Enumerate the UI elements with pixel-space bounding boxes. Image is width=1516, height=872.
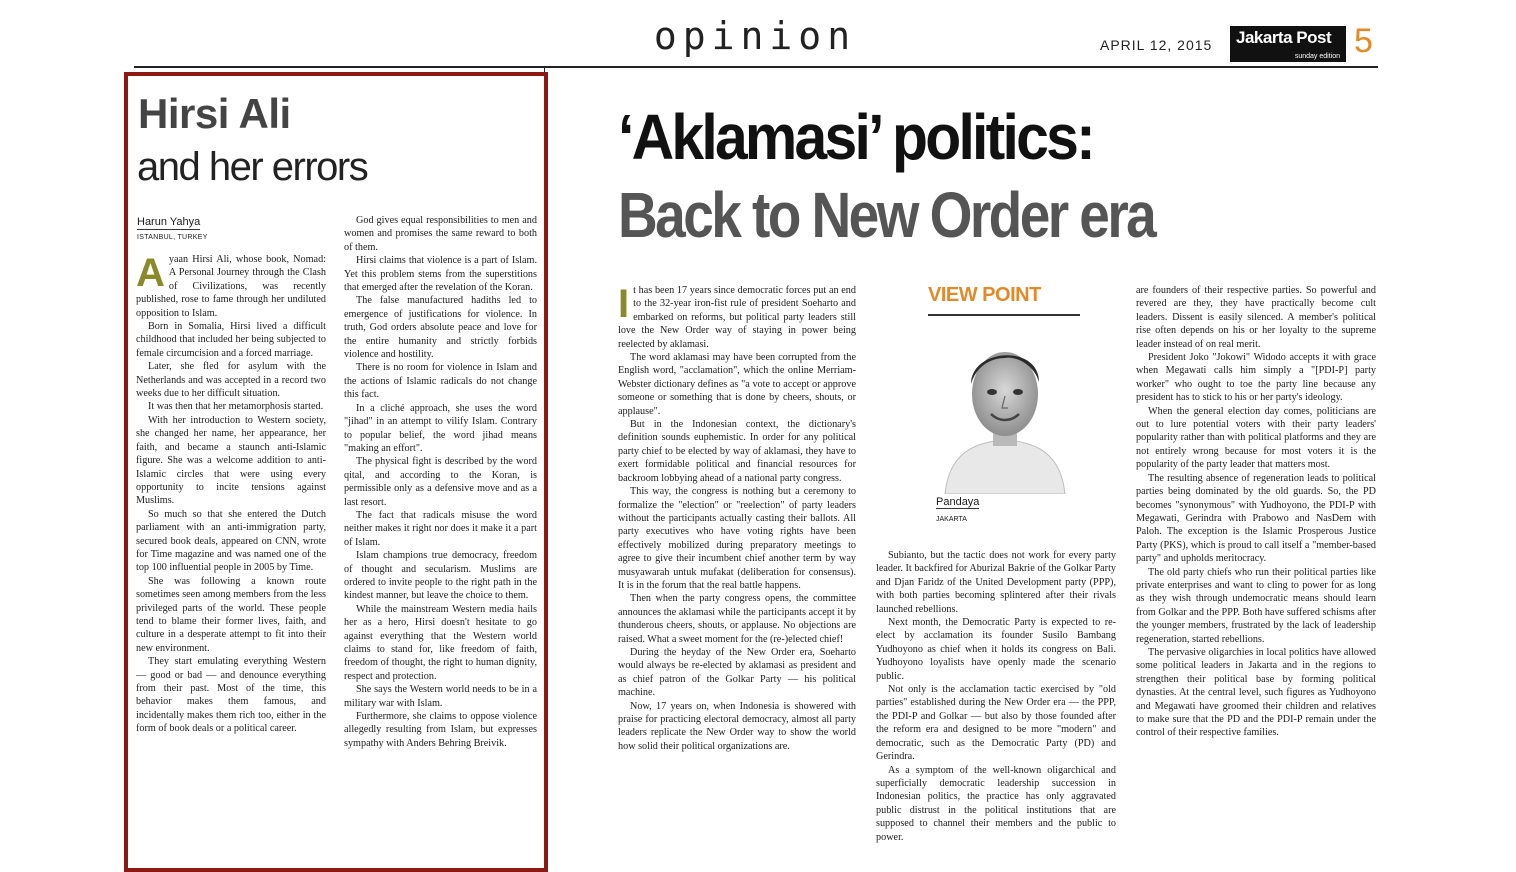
viewpoint-author: Pandaya xyxy=(936,496,980,508)
paragraph: This way, the congress is nothing but a ceremony to formalize the "election" or "reelection" of party leaders without the participants actually casting their ballots. All party executives who have voting rights have been effectively mobilized during preparatory meetings to agree to give their incumbent chief another term by way musyawarah untuk mufakat (deliberation for consensus). It is in the forum that the real battle happens. xyxy=(618,486,856,591)
viewpoint-location: JAKARTA xyxy=(936,516,967,523)
main-article-column-2 xyxy=(876,549,1116,864)
paragraph: The false manufactured hadiths led to emergence of justifications for violence. In truth, God orders absolute peace and love for the entire humanity and strictly forbids violence and hostility. xyxy=(344,295,537,361)
main-article-dropcap: I xyxy=(618,284,630,326)
paragraph: As a symptom of the well-known oligarchical and superficially democratic leadership succession in Indonesian politics, the practice has only aggravated public distrust in the political institutions that are supposed to channel their members and the public to power. xyxy=(876,764,1116,843)
paragraph: The word aklamasi may have been corrupted from the English word, "acclamation", which the online Merriam-Webster dictionary defines as "a vote to accept or approve someone or something that is done by cheers, shouts, or applause". xyxy=(618,352,856,417)
side-article-dropcap: A xyxy=(136,253,165,295)
paragraph: t has been 17 years since democratic forces put an end to the 32-year iron-fist rule of president Soeharto and embarked on reforms, but political party leaders still love the New Order way of staying in power being reelected by aklamasi. xyxy=(618,285,856,350)
main-article-column-3 xyxy=(1136,284,1376,864)
paragraph: Not only is the acclamation tactic exercised by "old parties" established during the New Order era — the PPP, the PDI-P and Golkar — but also by those founded after the reform era and designed to be more "modern" and democratic, such as the Democratic Party (PD) and Gerindra. xyxy=(876,684,1116,763)
paragraph: So much so that she entered the Dutch parliament with an anti-immigration party, secured book deals, appeared on CNN, wrote for Time magazine and was named one of the top 100 influential people in 2005 by Time. xyxy=(136,508,326,574)
side-article-author: Harun Yahya xyxy=(137,216,201,228)
paragraph: Furthermore, she claims to oppose violence allegedly resulting from Islam, but expresses sympathy with Anders Behring Breivik. xyxy=(344,711,537,749)
paragraph: She was following a known route sometimes seen among members from the less privileged parts of the world. These people tend to blame their former lives, faith, and culture in a desperate attempt to fit into their new environment. xyxy=(136,575,326,654)
section-title: opinion xyxy=(653,14,857,58)
viewpoint-label: VIEW POINT xyxy=(928,284,1041,306)
main-article-column-1 xyxy=(618,284,856,864)
paragraph: Later, she fled for asylum with the Netherlands and was accepted in a record two weeks due to her difficult situation. xyxy=(136,361,326,400)
paragraph: The fact that radicals misuse the word neither makes it right nor does it make it a part of Islam. xyxy=(344,509,537,548)
paragraph: Hirsi claims that violence is a part of Islam. Yet this problem stems from the superstitions that emerged after the revelation of the Koran. xyxy=(344,255,537,294)
paragraph: Next month, the Democratic Party is expected to re-elect by acclamation its founder Susilo Bambang Yudhoyono as chief when it holds its congress on Bali. Yudhoyono loyalists have openly made the scenario public. xyxy=(876,617,1116,682)
paragraph: With her introduction to Western society, she changed her name, her appearance, her faith, and became a staunch anti-Islamic figure. She was a welcome addition to anti-Islamic circles that were using every opportunity to incite tensions against Muslims. xyxy=(136,414,326,507)
logo-name: Jakarta Post xyxy=(1236,28,1332,47)
paragraph: Born in Somalia, Hirsi lived a difficult childhood that included her being subjected to female circumcision and a forced marriage. xyxy=(136,321,326,359)
author-portrait xyxy=(935,326,1075,494)
paragraph: yaan Hirsi Ali, whose book, Nomad: A Personal Journey through the Clash of Civilizations, was recently published, rose to fame through her undiluted opposition to Islam. xyxy=(136,254,326,319)
paragraph: Then when the party congress opens, the committee announces the aklamasi while the participants accept it by thunderous cheers, shouts, or applause. No objections are raised. What a sweet moment for the (re-)elected chief! xyxy=(618,593,856,645)
newspaper-logo xyxy=(1230,26,1346,62)
paragraph: Now, 17 years on, when Indonesia is showered with praise for practicing electoral democracy, almost all party leaders replicate the New Order way to show the world how solid their political organizations are. xyxy=(618,700,856,752)
paragraph: The old party chiefs who run their political parties like private enterprises and want to cling to power for as long as they wish through undemocratic means should learn from Golkar and the PPP. Both have suffered schisms after the younger members, frustrated by the lack of leadership regeneration, started rebellions. xyxy=(1136,566,1376,645)
paragraph: She says the Western world needs to be in a military war with Islam. xyxy=(344,684,537,709)
page-number: 5 xyxy=(1354,22,1373,60)
side-article-location: ISTANBUL, TURKEY xyxy=(137,234,208,241)
paragraph: They start emulating everything Western — good or bad — and denounce everything from their past. Most of the time, this behavior makes them famous, and incidentally makes them rich too, either in the form of book deals or a political career. xyxy=(136,656,326,735)
header-rule xyxy=(134,66,1378,68)
paragraph: The pervasive oligarchies in local politics have allowed some political leaders in Jakarta and in the regions to strengthen their political base by forming political dynasties. At the central level, such figures as Yudhoyono and Megawati have groomed their children and relatives to make sure that the PD and the PDI-P remain under the control of their respective families. xyxy=(1136,646,1376,739)
main-headline-line1: ‘Aklamasi’ politics: xyxy=(618,101,1093,173)
logo-edition: sunday edition xyxy=(1294,53,1340,60)
paragraph: Subianto, but the tactic does not work for every party leader. It backfired for Aburizal Bakrie of the Golkar Party and Djan Faridz of the United Development party (PPP), with both parties becoming splintered after their rivals launched rebellions. xyxy=(876,550,1116,615)
side-article-column-2 xyxy=(344,214,537,864)
viewpoint-rule xyxy=(928,314,1080,316)
side-article-title-line1: Hirsi Ali xyxy=(138,90,291,137)
paragraph: But in the Indonesian context, the dictionary's definition sounds euphemistic. In order for any political party chief to be elected by way of aklamasi, they have to exert formidable political and financial resources for backroom lobbying ahead of a national party congress. xyxy=(618,419,856,484)
paragraph: During the heyday of the New Order era, Soeharto would always be re-elected by aklamasi as president and as chief patron of the Golkar Party — his political machine. xyxy=(618,646,856,699)
paragraph: It was then that her metamorphosis started. xyxy=(148,401,324,413)
paragraph: When the general election day comes, politicians are out to lure potential voters with their party leaders' popularity rather than with political platforms and they are not entirely wrong because for most voters it is the popularity of the party leader that matters most. xyxy=(1136,405,1376,471)
paragraph: In a cliché approach, she uses the word "jihad" in an attempt to vilify Islam. Contrary to popular belief, the word jihad means "making an effort". xyxy=(344,402,537,454)
paragraph: President Joko "Jokowi" Widodo accepts it with grace when Megawati calls him simply a "[PDI-P] party worker" who ought to toe the party line because any president has to stick to his or her party's ideology. xyxy=(1136,352,1376,404)
main-headline-line2: Back to New Order era xyxy=(618,179,1155,251)
issue-date: APRIL 12, 2015 xyxy=(1100,37,1213,53)
paragraph: are founders of their respective parties. So powerful and revered are they, they have practically become cult leaders. Dissent is easily silenced. A member's political rise often depends on his or her loyalty to the supreme leader instead of on real merit. xyxy=(1136,285,1376,350)
paragraph: There is no room for violence in Islam and the actions of Islamic radicals do not change this fact. xyxy=(344,362,537,401)
paragraph: While the mainstream Western media hails her as a hero, Hirsi doesn't hesitate to go against everything that the Western world claims to stand for, like freedom of faith, freedom of thought, the right to human dignity, respect and protection. xyxy=(344,603,537,682)
side-article-column-1 xyxy=(136,253,326,864)
paragraph: God gives equal responsibilities to men and women and promises the same reward to both of them. xyxy=(344,215,537,253)
side-article-title-line2: and her errors xyxy=(137,145,368,189)
paragraph: The physical fight is described by the word qital, and according to the Koran, is permissible only as a defensive move and as a last resort. xyxy=(344,456,537,508)
paragraph: The resulting absence of regeneration leads to political parties being dominated by the old guards. So, the PD becomes "synonymous" with Yudhoyono, the PDI-P with Megawati, Gerindra with Prabowo and NasDem with Paloh. The exception is the Islamic Prosperous Justice Party (PKS), which is proud to call itself a "member-based party" and upholds meritocracy. xyxy=(1136,472,1376,565)
paragraph: Islam champions true democracy, freedom of thought and secularism. Muslims are ordered to invite people to the right path in the kindest manner, but leave the choice to them. xyxy=(344,550,537,602)
